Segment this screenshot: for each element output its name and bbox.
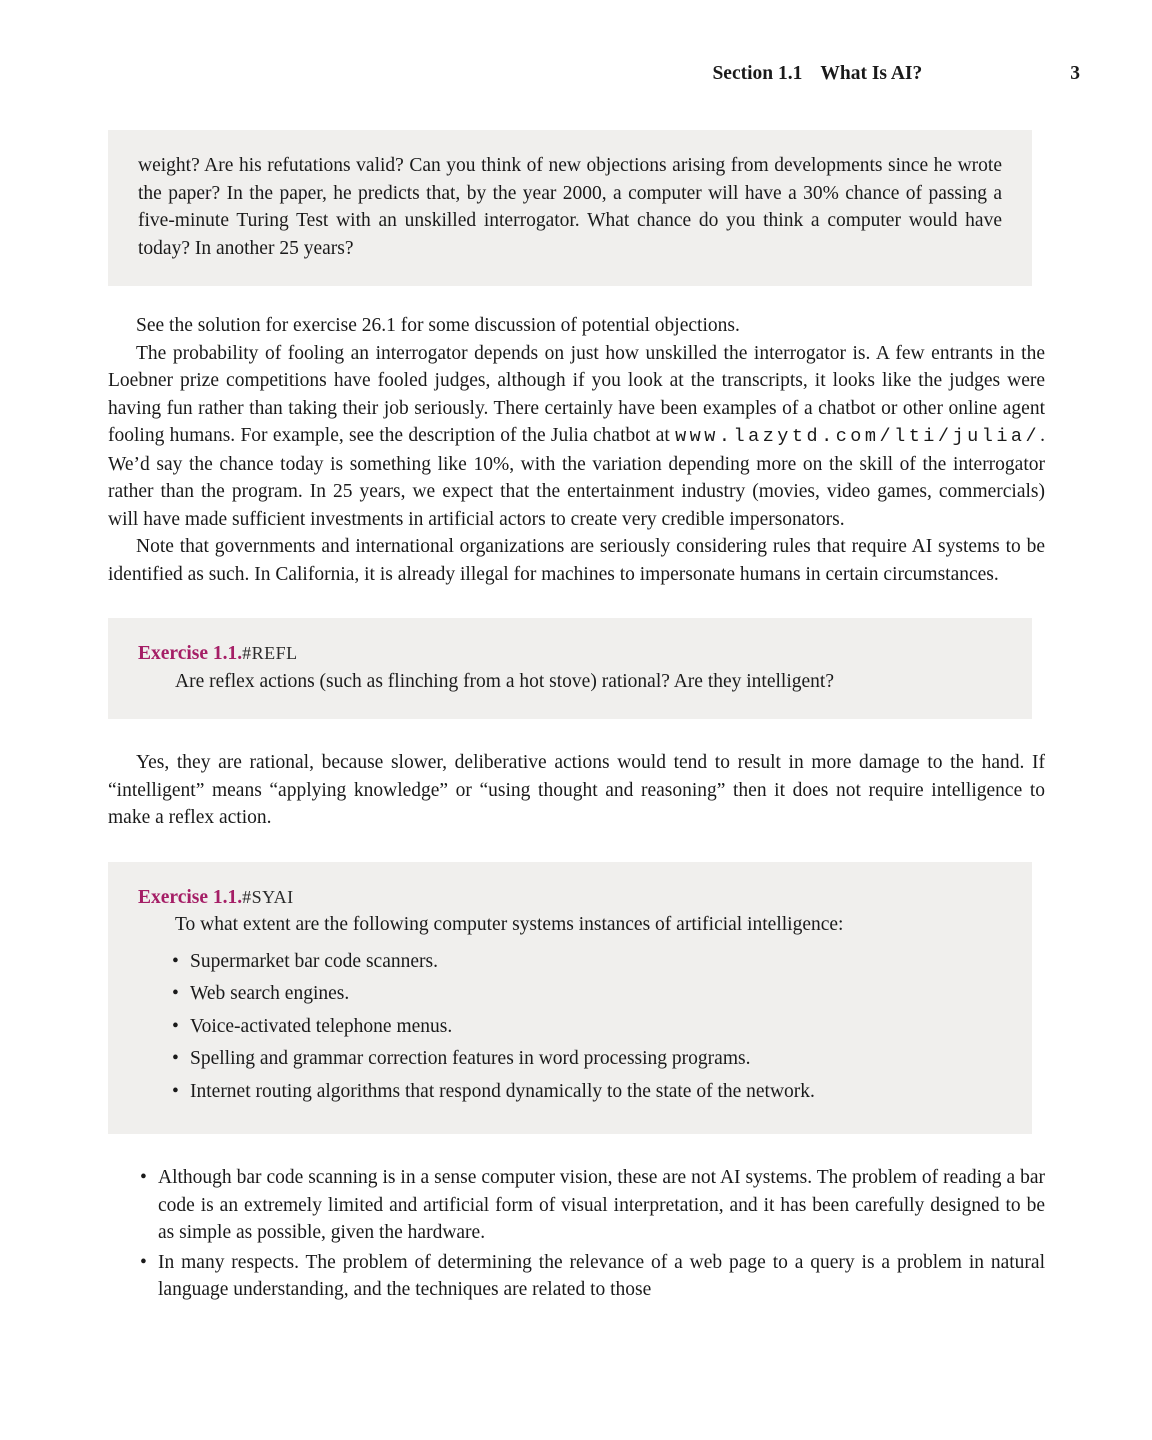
paragraph-probability-discussion [108,340,1045,534]
paragraph-refl-answer [108,749,1045,832]
text-segment: The probability of fooling an interrogator depends on just how unskilled the interrogator is. A few entrants in the Loebner prize competitions have fooled judges, although if you look at the transcripts, it looks like the judges were having fun rather than taking their job seriously. There certainly have been examples of a chatbot or other online agent fooling humans. For example, see the description of the Julia chatbot at [108,342,1045,446]
list-item: • Internet routing algorithms that respond dynamically to the state of the network. [172,1078,1002,1106]
syai-answers-list [108,1164,1045,1304]
exercise-refl-code: #REFL [242,643,298,663]
paragraph-governments-note [108,533,1045,588]
running-head [712,60,922,88]
exercise-syai-label: Exercise 1.1. [138,886,243,908]
list-item: • Web search engines. [172,980,1002,1008]
section-title: What Is AI? [820,63,923,84]
page-number: 3 [1070,63,1080,84]
page-content [108,130,1045,1306]
list-item: • Supermarket bar code scanners. [172,948,1002,976]
text-segment: . We’d say the chance today is something like 10%, with the variation depending more on the skill of the interrogator rather than the program. In 25 years, we expect that the entertainment industry (movies, video games, commercials) will have made sufficient investments in artificial actors to create very credible impersonators. [108,425,1045,530]
exercise-syai-intro: To what extent are the following computer systems instances of artificial intelligence: [175,914,844,935]
exercise-refl-label: Exercise 1.1. [138,643,243,664]
exercise-syai-list [138,948,1002,1106]
list-item: • Voice-activated telephone menus. [172,1013,1002,1041]
list-item: • Spelling and grammar correction features in word processing programs. [172,1045,1002,1073]
exercise-syai-box [108,862,1032,1135]
section-number: Section 1.1 [712,63,803,84]
list-item: • Although bar code scanning is in a sense computer vision, these are not AI systems. The problem of reading a bar code is an extremely limited and artificial form of visual interpretation, and it has been carefully designed to be as simple as possible, given the hardware. [140,1164,1045,1247]
inline-url: www.lazytd.com/lti/​julia/ [675,426,1041,447]
text-segment: Note that governments and international organizations are seriously considering rules that require AI systems to be identified as such. In California, it is already illegal for machines to impersonate humans in certain circumstances. [108,536,1045,585]
exercise-refl-title [138,640,1002,668]
paragraph-solution-reference [108,312,1045,340]
exercise-continuation-box [108,130,1032,286]
exercise-refl-question: Are reflex actions (such as flinching from a hot stove) rational? Are they intelligent? [175,670,834,692]
exercise-refl-box [108,618,1032,719]
exercise-syai-code: #SYAI [242,886,294,907]
page-header [108,60,1080,88]
exercise-continuation-text: weight? Are his refutations valid? Can you think of new objections arising from developments since he wrote the paper? In the paper, he predicts that, by the year 2000, a computer will have a 30% chance of passing a five-minute Turing Test with an unskilled interrogator. What chance do you think a computer would have today? In another 25 years? [138,155,1002,259]
text-segment: Yes, they are rational, because slower, deliberative actions would tend to result in more damage to the hand. If “intelligent” means “applying knowledge” or “using thought and reasoning” then it does not require intelligence to make a reflex action. [108,752,1045,828]
exercise-syai-title [138,884,1002,912]
list-item: • In many respects. The problem of determining the relevance of a web page to a query is a problem in natural language understanding, and the techniques are related to those [140,1249,1045,1304]
text-segment: See the solution for exercise 26.1 for some discussion of potential objections. [136,315,740,336]
